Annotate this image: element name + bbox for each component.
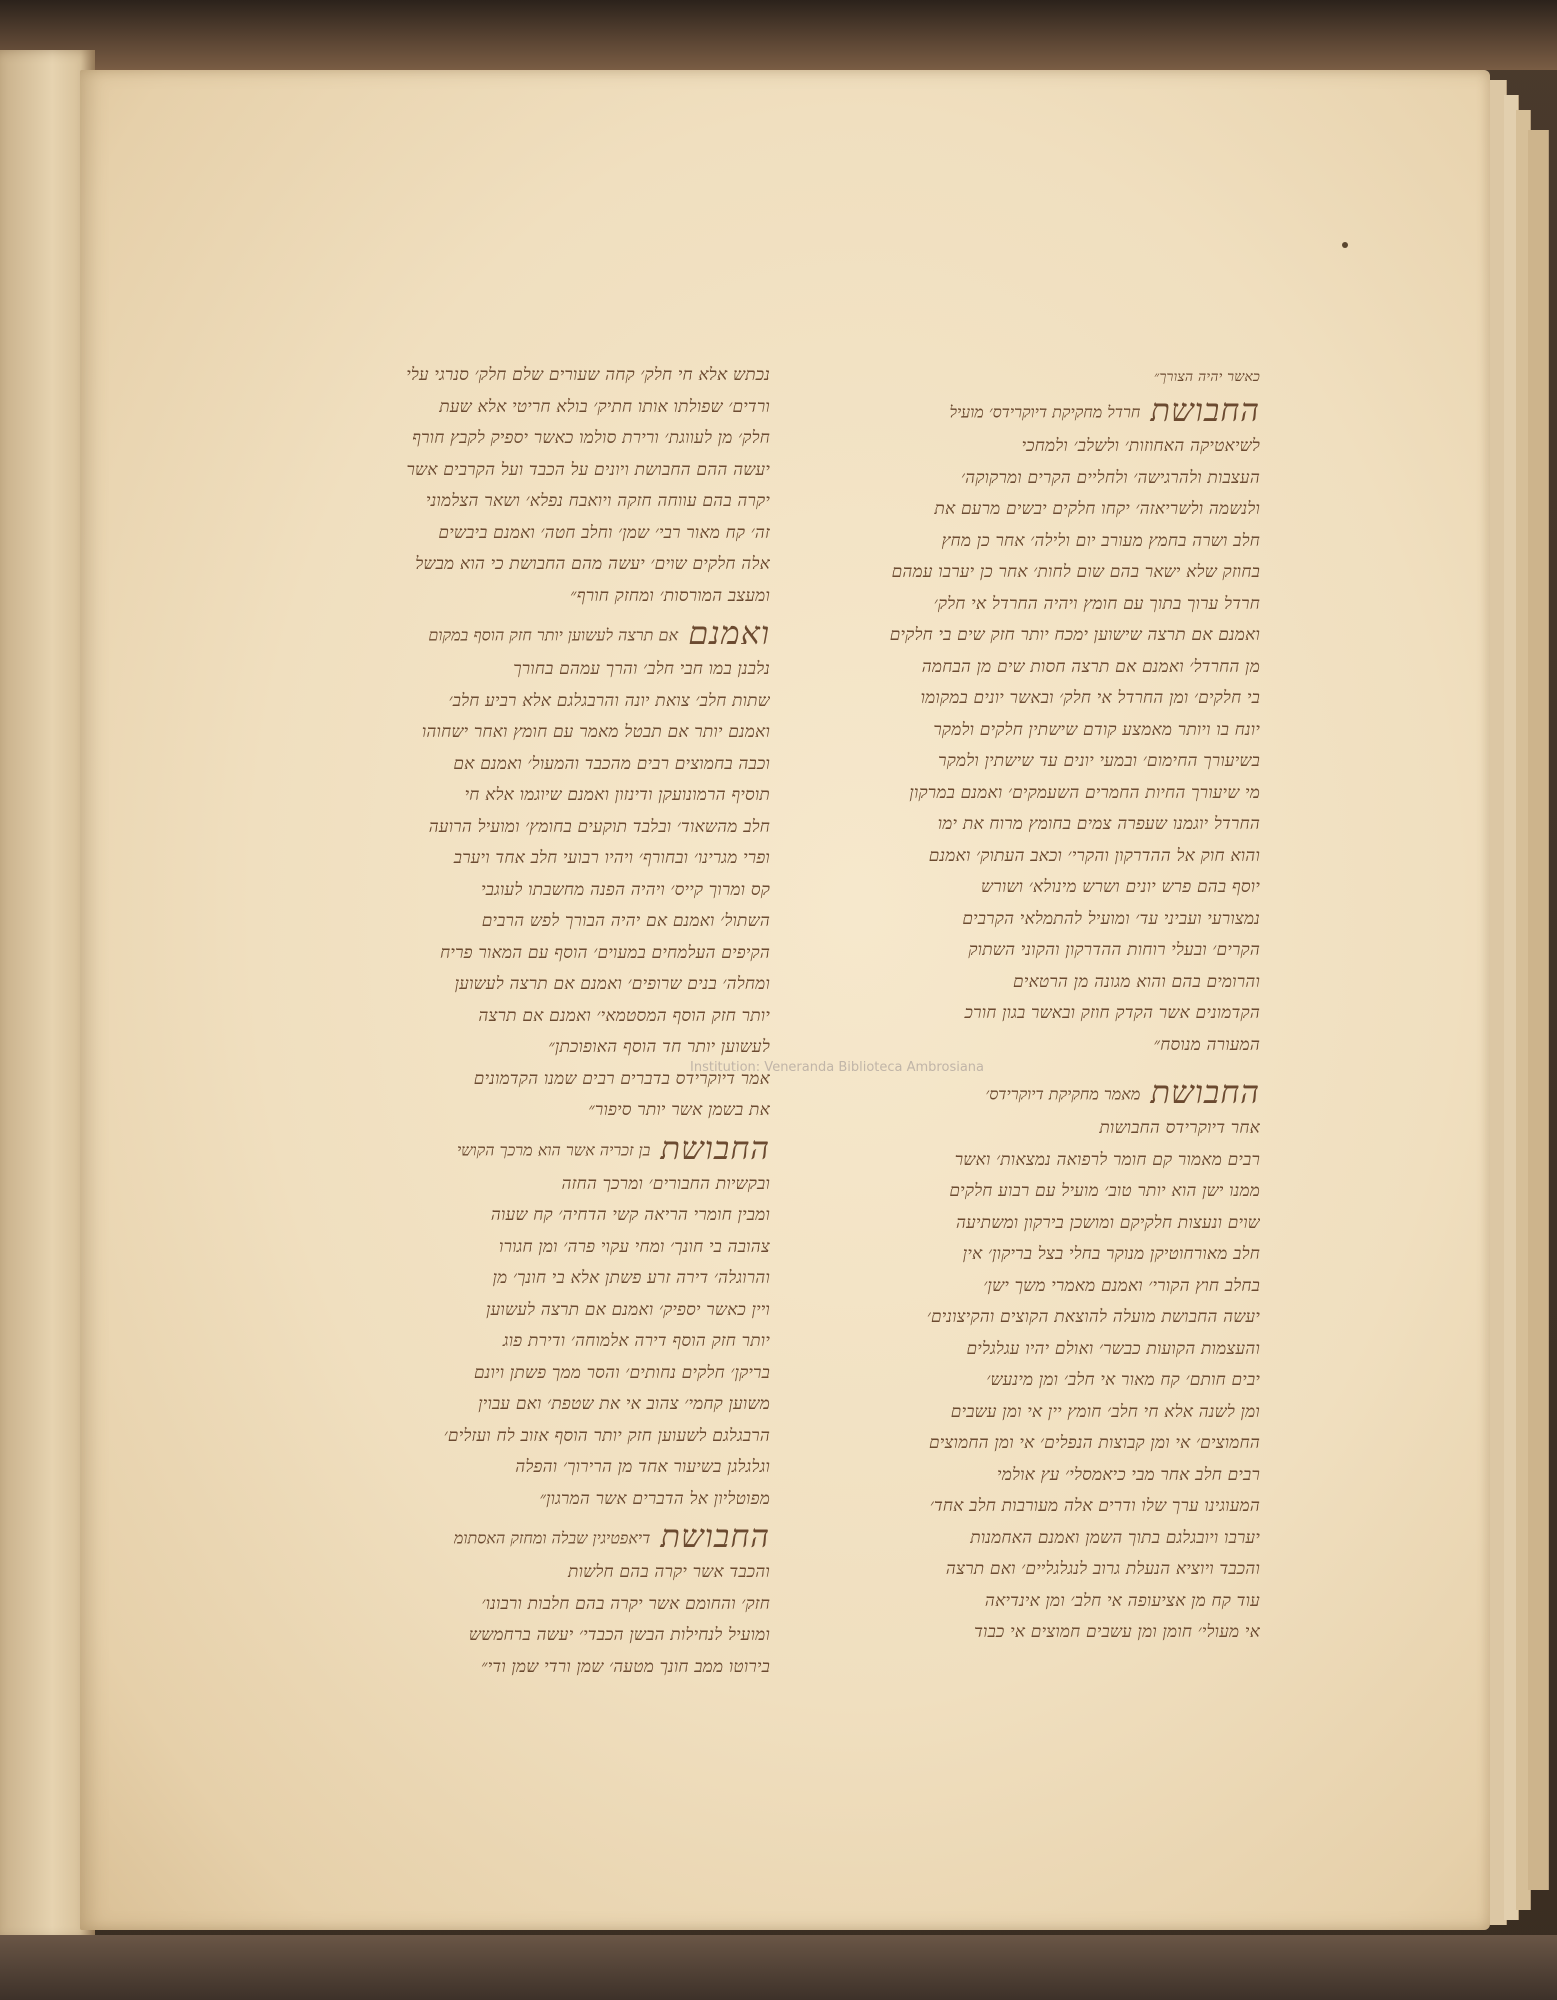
text-line: יבים חותם׳ קח מאור אי חלב׳ ומן מינעש׳: [986, 1370, 1260, 1390]
heading-rest: בן זכריה אשר הוא מרכך הקושי: [456, 1140, 651, 1159]
text-line: עוד קח מן אציעופה אי חלב׳ ומן אינדיאה: [984, 1590, 1260, 1611]
section-body: [815, 1145, 1260, 1649]
text-line: ואמנם אם תרצה שישוען ימכח יותר חזק שים בי חלקים: [889, 625, 1260, 645]
section-heading: [815, 389, 1260, 431]
text-line: הקיפים העלמחים במעוים׳ הוסף עם המאור פריח: [440, 942, 770, 963]
text-line: וגלגלגן בשיעור אחד מן הרירוך׳ והפלה: [515, 1457, 770, 1477]
heading-word: החבושת: [660, 1517, 770, 1555]
text-line: חזק׳ והחומם אשר יקרה בהם חלבות ורבונו׳: [481, 1593, 770, 1614]
text-line: והכבד אשר יקרה בהם חלשות: [568, 1562, 770, 1582]
text-line: והוא חוק אל ההדרקון והקרי׳ וכאב העתוק׳ ואמנם: [928, 845, 1260, 866]
text-line: נמצורעי ועביני עד׳ ומועיל להתמלאי הקרבים: [962, 908, 1260, 929]
section-heading: [280, 1515, 770, 1557]
text-line: החרדל יוגמנו שעפרה צמים בחומץ מרוח את ימו: [937, 814, 1260, 834]
text-line: אמר דיוקרידס בדברים רבים שמנו הקדמונים: [473, 1068, 770, 1089]
text-line: הקרים׳ ובעלי רוחות ההדרקון והקוני השתוק: [968, 940, 1260, 960]
text-line: בשיעורך החימום׳ ובמעי יונים עד שישתין ולמקר: [938, 751, 1260, 771]
section-body: [280, 1169, 770, 1516]
heading-word: ואמנם: [688, 614, 770, 652]
section-body: [815, 431, 1260, 1061]
ink-dot: [1342, 242, 1348, 248]
section-body: [280, 360, 770, 612]
heading-rest: חרדל מחקיקת דיוקרידס׳ מועיל: [949, 402, 1141, 422]
page-edge: [1528, 130, 1549, 1890]
text-line: המעוגינו ערך שלו ודרים אלה מעורבות חלב אחד׳: [929, 1496, 1260, 1516]
text-line: והרומים בהם והוא מגונה מן הרטאים: [1013, 971, 1260, 992]
text-line: בחוזק שלא ישאר בהם שום לחות׳ אחר כן יערבו עמהם: [891, 562, 1260, 582]
text-line: יונח בו ויותר מאמצע קודם שישתין חלקים ולמקר: [933, 719, 1260, 740]
text-line: מפוטליון אל הדברים אשר המרגון״: [539, 1488, 770, 1509]
section-heading: [280, 1127, 770, 1169]
manuscript-page: [80, 70, 1490, 1930]
text-line: חלב מהשאוד׳ ובלבד תוקעים בחומץ׳ ומועיל הרועה: [428, 816, 770, 837]
heading-rest: מאמר מחקיקת דיוקרידס׳: [985, 1084, 1141, 1104]
text-line: הקדמונים אשר הקדק חוזק ובאשר בגון חורכ: [964, 1003, 1260, 1023]
text-line: יוסף בהם פרש יונים ושרש מינולא׳ ושורש: [981, 877, 1260, 897]
text-line: והעצמות הקועות כבשר׳ ואולם יהיו עגלגלים: [966, 1338, 1260, 1359]
text-line: העצבות ולהרגישה׳ ולחליים הקרים ומרקוקה׳: [961, 467, 1260, 488]
heading-word: החבושת: [1150, 391, 1260, 429]
text-line: מן החרדל׳ ואמנם אם תרצה חסות שים מן הבחמה: [921, 656, 1260, 677]
text-line: חרדל ערוך בתוך עם חומץ ויהיה החרדל אי חלק׳: [933, 593, 1260, 614]
left-text-column: [280, 360, 770, 1683]
text-line: השתול׳ ואמנם אם יהיה הבורך לפש הרבים: [481, 911, 770, 931]
text-line: לשיאטיקה האחוזות׳ ולשלב׳ ולמחכי: [1021, 436, 1260, 456]
heading-word: החבושת: [1150, 1073, 1260, 1111]
text-line: רבים חלב אחר מבי כיאמסלי׳ עץ אולמי: [997, 1464, 1260, 1485]
binding-top: [0, 0, 1557, 70]
section-heading: [280, 612, 770, 654]
text-line: המעורה מנוסח״: [1153, 1034, 1260, 1055]
text-line: בריקן׳ חלקים נחותים׳ והסר ממך פשתן ויונם: [473, 1362, 770, 1383]
right-text-column: [815, 365, 1260, 1649]
text-line: קס ומרוך קייס׳ ויהיה הפנה מחשבתו לעוגבי: [481, 879, 770, 900]
text-line: הרבגלגם לשעוען חזק יותר הוסף אזוב לח ועזלים׳: [443, 1425, 770, 1446]
text-line: את בשמן אשר יותר סיפור״: [588, 1100, 770, 1120]
text-line: זה׳ קח מאור רבי׳ שמן׳ וחלב חטה׳ ואמנם ביבשים: [438, 522, 770, 543]
text-line: יותר חזק הוסף דירה אלמוחה׳ ודירת פוג: [502, 1331, 770, 1351]
binding-bottom: [0, 1935, 1557, 2000]
section-heading: [815, 1071, 1260, 1113]
text-line: ממנו ישן הוא יותר טוב׳ מועיל עם רבוע חלקים: [949, 1181, 1260, 1201]
text-line: רבים מאמור קם חומר לרפואה נמצאות׳ ואשר: [954, 1149, 1260, 1170]
text-line: ומן לשנה אלא חי חלב׳ חומץ יין אי ומן עשבים: [950, 1401, 1260, 1422]
text-line: בי חלקים׳ ומן החרדל אי חלק׳ ובאשר יונים במקומו: [920, 688, 1260, 708]
text-line: יערבו ויובגלגם בתוך השמן ואמנם האחמנות: [970, 1527, 1260, 1548]
text-line: ומבין חומרי הריאה קשי הדחיה׳ קח שעוה: [490, 1205, 770, 1225]
heading-word: החבושת: [660, 1128, 770, 1167]
text-line: ואמנם יותר אם תבטל מאמר עם חומץ ואחר ישחוהו: [421, 722, 770, 742]
text-line: אי מעולי׳ חומן ומן עשבים חמוצים אי כבוד: [974, 1622, 1260, 1642]
text-line: בירוטו ממב חונך מטעה׳ שמן ורדי שמן ודי״: [481, 1656, 770, 1677]
text-line: בחלב חוץ הקורי׳ ואמנם מאמרי משך ישן׳: [983, 1275, 1260, 1296]
section-body: [280, 654, 770, 1127]
header-note: כאשר יהיה הצורך״: [1153, 369, 1260, 385]
text-line: יקרה בהם עווחה חזקה ויואבח נפלא׳ ושאר הצלמוני: [426, 491, 770, 511]
text-line: ובקשיות החבורים׳ ומרכך החזה: [561, 1173, 770, 1194]
text-line: שוים ונעצות חלקיקם ומושכן בירקון ומשתיעה: [956, 1212, 1260, 1233]
text-line: נלבנן במו חבי חלב׳ והרך עמהם בחורך: [513, 659, 770, 679]
text-line: חלב ושרה בחמץ מעורב יום ולילה׳ אחר כן מחץ: [941, 530, 1260, 551]
text-line: ויין כאשר יספיק׳ ואמנם אם תרצה לעשוען: [486, 1299, 770, 1320]
section-body: [280, 1557, 770, 1683]
text-line: ופרי מגרינו׳ ובחורף׳ ויהיו רבועי חלב אחד ויערב: [453, 848, 770, 868]
text-line: תוסיף הרמונועקן ודינזון ואמנם שיוגמו אלא חי: [464, 785, 770, 805]
text-line: החמוצים׳ אי ומן קבוצות הנפלים׳ אי ומן החמוצים: [928, 1433, 1260, 1453]
heading-rest: דיאפטיגין שבלה ומחזק האסתומ: [453, 1528, 651, 1548]
heading-rest: אם תרצה לעשוען יותר חזק הוסף במקום: [428, 625, 679, 645]
text-line: וכבה בחמוצים רבים מהכבד והמעול׳ ואמנם אם: [453, 753, 770, 774]
text-line: נכתש אלא חי חלק׳ קחה שעורים שלם חלק׳ סנרגי עלי: [406, 365, 770, 385]
institution-watermark: Institution: Veneranda Biblioteca Ambrosiana: [690, 1060, 985, 1075]
text-line: יעשה ההם החבושת ויונים על הכבד ועל הקרבים אשר: [406, 459, 770, 480]
text-line: חלב מאורחוטיקן מנוקר בחלי בצל בריקון׳ אין: [962, 1244, 1260, 1264]
text-line: לעשוען יותר חד הוסף האופוכתן״: [548, 1037, 770, 1057]
text-line: ומחלה׳ בנים שרופים׳ ואמנם אם תרצה לעשוען: [454, 974, 770, 994]
text-line: ולנשמה ולשריאזה׳ יקחו חלקים יבשים מרעם את: [934, 499, 1260, 519]
text-line: ורדים׳ שפולתו אותו חתיק׳ בולא חריטי אלא שעת: [439, 396, 770, 417]
text-line: מי שיעורך החיות החמרים השעמקים׳ ואמנם במרקון: [909, 782, 1260, 803]
text-line: צהובה בי חונך׳ ומחי עקוי פרה׳ ומן חגורו: [499, 1236, 770, 1257]
text-line: משוען קחמי׳ צהוב אי את שטפת׳ ואם עבוין: [478, 1394, 770, 1414]
section-subtitle: אחר דיוקרידס החבושות: [1099, 1118, 1260, 1138]
text-line: והכבד ויוציא הנעלת גרוב לנגלגליים׳ ואם תרצה: [945, 1559, 1260, 1579]
text-line: יעשה החבושת מועלה להוצאת הקוצים והקיצונים׳: [926, 1307, 1260, 1327]
text-line: ומועיל לנחילות הבשן הכבדי׳ יעשה ברחמשש: [468, 1625, 770, 1645]
text-line: ומעצב המורסות׳ ומחזק חורף״: [570, 585, 770, 606]
text-line: חלק׳ מן לעווגת׳ ורירת סולמו כאשר יספיק לקבץ חורף: [412, 428, 770, 448]
text-line: והרוגלה׳ דירה זרע פשתן אלא בי חונך׳ מן: [492, 1268, 770, 1288]
text-line: יותר חזק הוסף המסטמאי׳ ואמנם אם תרצה: [478, 1005, 770, 1026]
text-line: אלה חלקים שוים׳ יעשה מהם החבושת כי הוא מבשל: [415, 554, 770, 574]
text-line: שתות חלב׳ צואת יונה והרבגלגם אלא רביע חלב׳: [448, 690, 770, 711]
